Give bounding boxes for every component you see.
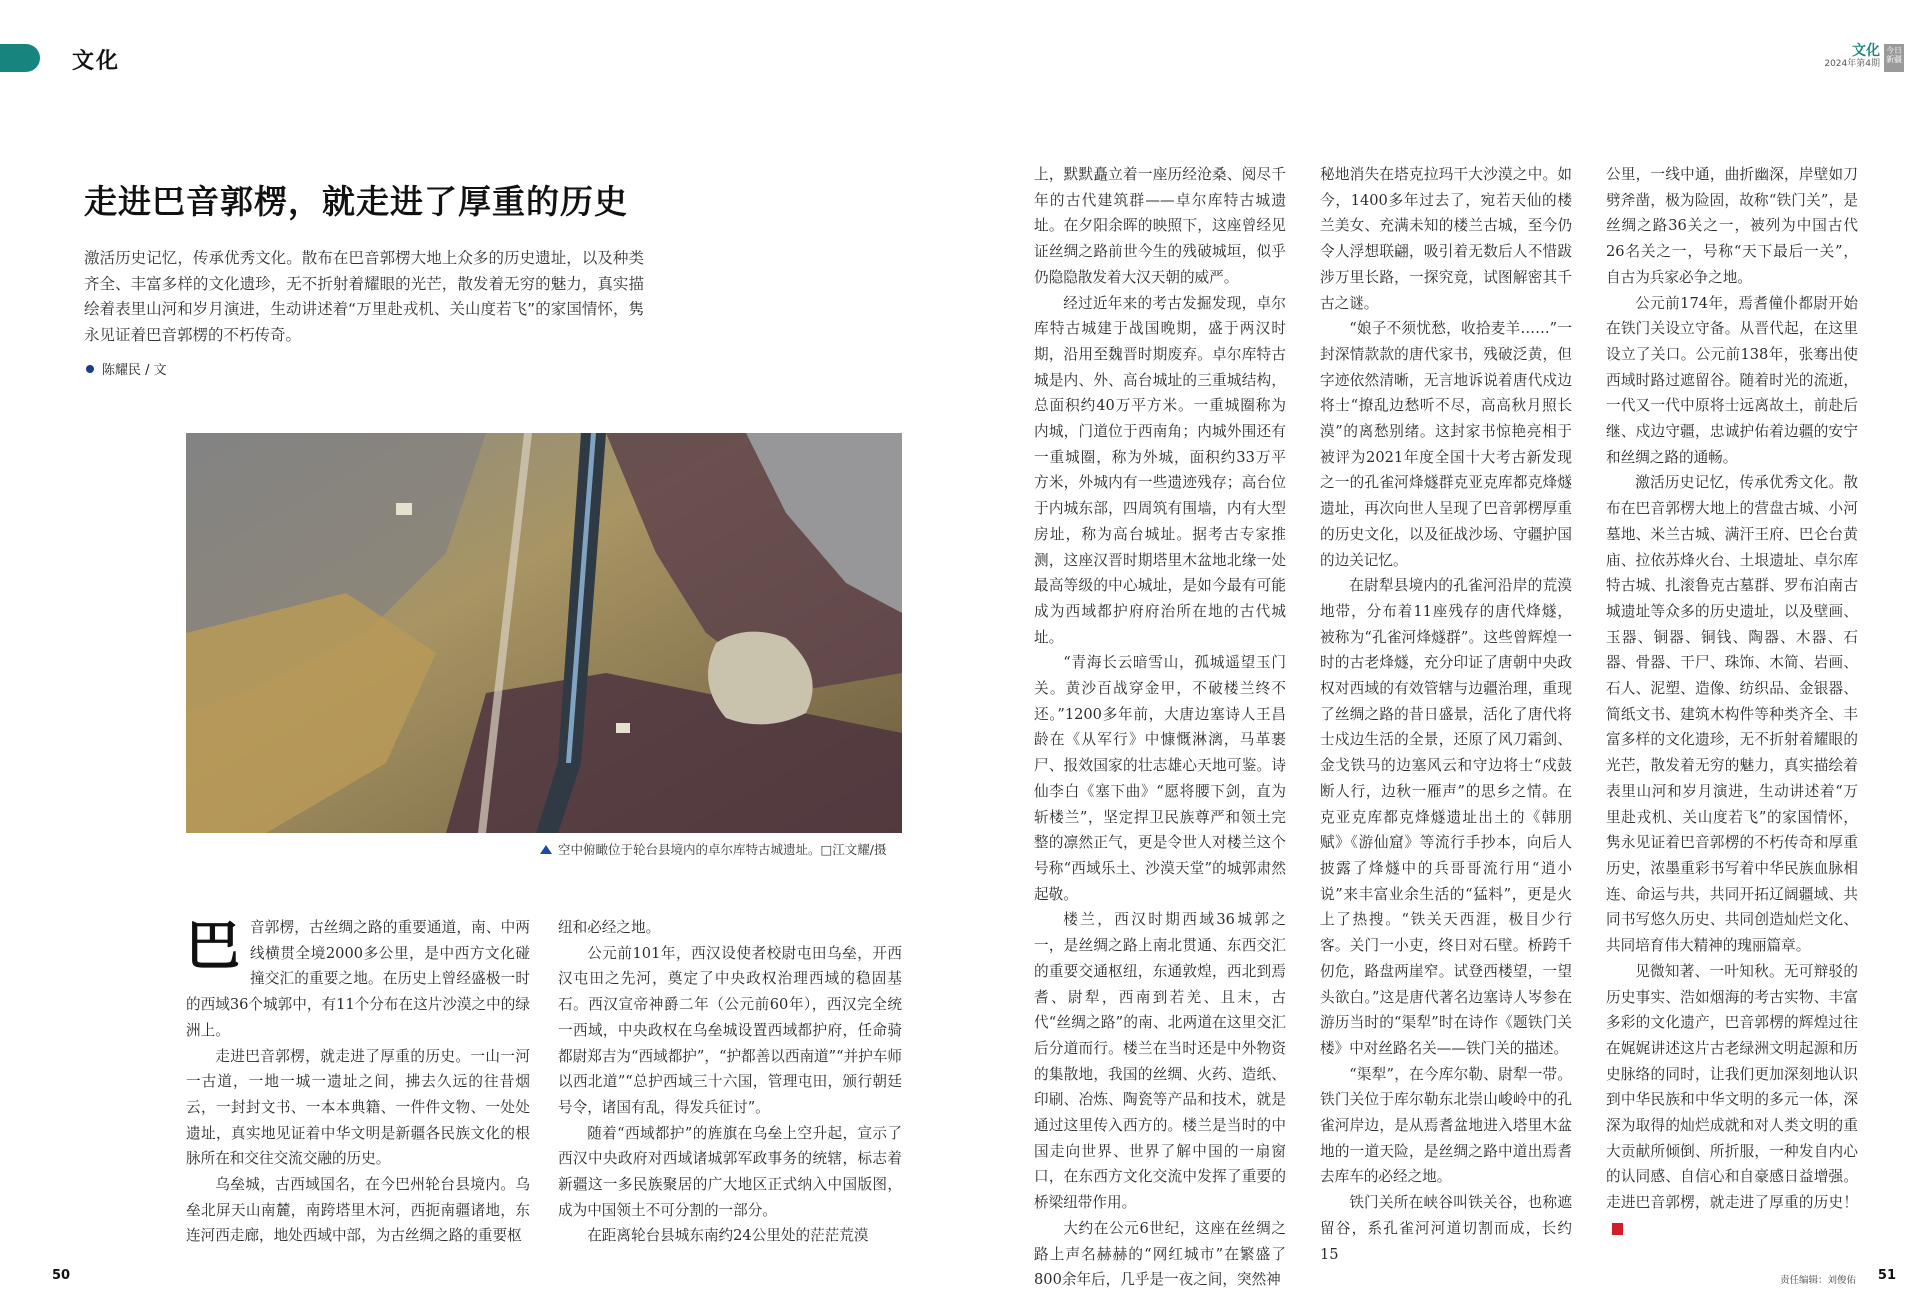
paragraph: “渠犁”，在今库尔勒、尉犁一带。铁门关位于库尔勒东北崇山峻岭中的孔雀河岸边，是从焉耆盆地进入塔里木盆地的一道天险，是丝绸之路中道出焉耆去库车的必经之地。 bbox=[1320, 1065, 1572, 1186]
byline-dot-icon bbox=[86, 365, 94, 373]
paragraph: 巴音郭楞，古丝绸之路的重要通道，南、中两线横贯全境2000多公里，是中西方文化碰撞交汇的重要之地。在历史上曾经盛极一时的西域36个城郭中，有11个分布在这片沙漠之中的绿洲上。 bbox=[186, 914, 530, 1039]
paragraph: 上，默默矗立着一座历经沧桑、阅尽千年的古代建筑群——卓尔库特古城遗址。在夕阳余晖的映照下，这座曾经见证丝绸之路前世今生的残破城垣，似乎仍隐隐散发着大汉天朝的威严。 bbox=[1034, 166, 1286, 286]
paragraph: 经过近年来的考古发掘发现，卓尔库特古城建于战国晚期，盛于两汉时期，沿用至魏晋时期废弃。卓尔库特古城是内、外、高台城址的三重城结构，总面积约40万平方米。一重城圈称为内城，门道位于西南角；内城外围还有一重城圈，称为外城，面积约33万平方米，外城内有一些遗迹残存；高台位于内城东部，四周筑有围墙，内有大型房址，称为高台城址。据考古专家推测，这座汉晋时期塔里木盆地北缘一处最高等级的中心城址，是如今最有可能成为西域都护府府治所在地的古代城址。 bbox=[1034, 294, 1286, 646]
paragraph: “娘子不须忧愁，收拾麦羊……”一封深情款款的唐代家书，残破泛黄，但字迹依然清晰，无言地诉说着唐代戍边将士“撩乱边愁听不尽，高高秋月照长漠”的离愁别绪。这封家书惊艳亮相于被评为2021年度全国十大考古新发现之一的孔雀河烽燧群克亚克库都克烽燧遗址，再次向世人呈现了巴音郭楞厚重的历史文化，以及征战沙场、守疆护国的边关记忆。 bbox=[1320, 320, 1572, 569]
paragraph: 激活历史记忆，传承优秀文化。散布在巴音郭楞大地上的营盘古城、小河墓地、米兰古城、满汗王府、巴仑台黄庙、拉依苏烽火台、土垠遗址、卓尔库特古城、扎滚鲁克古墓群、罗布泊南古城遗址等众多的历史遗址，以及壁画、玉器、铜器、铜钱、陶器、木器、石器、骨器、干尸、珠饰、木简、岩画、石人、泥塑、造像、纺织品、金银器、简纸文书、建筑木构件等种类齐全、丰富多样的文化遗珍，无不折射着耀眼的光芒，散发着无穷的魅力，真实描绘着表里山河和岁月演进，生动讲述着“万里赴戎机、关山度若飞”的家国情怀，隽永见证着巴音郭楞的不朽传奇和厚重历史，浓墨重彩书写着中华民族血脉相连、命运与共，共同开拓辽阔疆域、共同书写悠久历史、共同创造灿烂文化、共同培育伟大精神的瑰丽篇章。 bbox=[1606, 474, 1858, 955]
paragraph: 在尉犁县境内的孔雀河沿岸的荒漠地带，分布着11座残存的唐代烽燧，被称为“孔雀河烽燧群”。这些曾辉煌一时的古老烽燧，充分印证了唐朝中央政权对西域的有效管辖与边疆治理，重现了丝绸之路的昔日盛景，活化了唐代将士戍边生活的全景，还原了风刀霜剑、金戈铁马的边塞风云和守边将士“戍鼓断人行，边秋一雁声”的思乡之情。在克亚克库都克烽燧遗址出土的《韩朋赋》《游仙窟》等流行手抄本，向后人披露了烽燧中的兵哥哥流行用“逍小说”来丰富业余生活的“猛料”，更是火上了热搜。“铁关天西涯，极目少行客。关门一小吏，终日对石壁。桥跨千仞危，路盘两崖窄。试登西楼望，一望头欲白。”这是唐代著名边塞诗人岑参在游历当时的“渠犁”时在诗作《题铁门关楼》中对丝路名关——铁门关的描述。 bbox=[1320, 577, 1572, 1057]
byline-text: 陈耀民 / 文 bbox=[102, 363, 167, 378]
aerial-photo-illustration bbox=[186, 433, 902, 833]
magazine-logo: 今日 新疆 bbox=[1884, 44, 1904, 72]
paragraph: 楼兰，西汉时期西域36城郭之一，是丝绸之路上南北贯通、东西交汇的重要交通枢纽，东通敦煌，西北到焉耆、尉犁，西南到若羌、且末，古代“丝绸之路”的南、北两道在这里交汇后分道而行。楼兰在当时还是中外物资的集散地，我国的丝绸、火药、造纸、印刷、冶炼、陶瓷等产品和技术，就是通过这里传入西方的。楼兰是当时的中国走向世界、世界了解中国的一扇窗口，在东西方文化交流中发挥了重要的桥梁纽带作用。 bbox=[1034, 911, 1286, 1212]
body-column-2 bbox=[558, 915, 902, 1249]
paragraph: 乌垒城，古西域国名，在今巴州轮台县境内。乌垒北屏天山南麓，南跨塔里木河，西扼南疆诸地，东连河西走廊，地处西域中部，为古丝绸之路的重要枢 bbox=[186, 1176, 530, 1245]
paragraph: 大约在公元6世纪，这座在丝绸之路上声名赫赫的“网红城市”在繁盛了800余年后，几乎是一夜之间，突然神 bbox=[1034, 1219, 1286, 1289]
body-column-5 bbox=[1606, 162, 1858, 1242]
photo-caption bbox=[540, 840, 902, 858]
paragraph: 在距离轮台县城东南约24公里处的茫茫荒漠 bbox=[587, 1227, 869, 1245]
caption-triangle-icon bbox=[540, 845, 552, 854]
paragraph: 随着“西域都护”的旌旗在乌垒上空升起，宣示了西汉中央政府对西域诸城郭军政事务的统辖，标志着新疆这一多民族聚居的广大地区正式纳入中国版图，成为中国领土不可分割的一部分。 bbox=[558, 1124, 902, 1219]
section-tab-marker bbox=[0, 44, 40, 72]
end-of-article-mark-icon bbox=[1612, 1223, 1623, 1235]
aerial-photo bbox=[186, 433, 902, 833]
paragraph: 公里，一线中通，曲折幽深，岸壁如刀劈斧凿，极为险固，故称“铁门关”，是丝绸之路36关之一，被列为中国古代26名关之一，号称“天下最后一关”，自古为兵家必争之地。 bbox=[1606, 166, 1858, 286]
body-column-4 bbox=[1320, 162, 1572, 1267]
page-number-right: 51 bbox=[1877, 1268, 1896, 1283]
paragraph: 纽和必经之地。 bbox=[558, 919, 661, 936]
paragraph: 走进巴音郭楞，就走进了厚重的历史。一山一河一古道，一地一城一遗址之间，拂去久远的往昔烟云，一封封文书、一本本典籍、一件件文物、一处处遗址，真实地见证着中华文明是新疆各民族文化的根脉所在和交往交流交融的历史。 bbox=[186, 1047, 530, 1168]
body-column-1 bbox=[186, 915, 530, 1249]
paragraph: 秘地消失在塔克拉玛干大沙漠之中。如今，1400多年过去了，宛若天仙的楼兰美女、充满未知的楼兰古城，至今仍令人浮想联翩，吸引着无数后人不惜跋涉万里长路，一探究竟，试图解密其千古之谜。 bbox=[1320, 166, 1572, 312]
photo-caption-text: 空中俯瞰位于轮台县境内的卓尔库特古城遗址。□江文耀/摄 bbox=[558, 842, 887, 857]
paragraph: “青海长云暗雪山，孤城遥望玉门关。黄沙百战穿金甲，不破楼兰终不还。”1200多年前，大唐边塞诗人王昌龄在《从军行》中慷慨淋漓，马革裹尸、报效国家的壮志雄心天地可鉴。诗仙李白《塞下曲》“愿将腰下剑，直为斩楼兰”，坚定捍卫民族尊严和领土完整的凛然正气，更是令世人对楼兰这个号称“西域乐土、沙漠天堂”的城郭肃然起敬。 bbox=[1034, 654, 1286, 903]
paragraph: 铁门关所在峡谷叫铁关谷，也称遮留谷，系孔雀河河道切割而成，长约15 bbox=[1320, 1194, 1572, 1263]
article-title: 走进巴音郭楞，就走进了厚重的历史 bbox=[84, 182, 628, 221]
masthead-section: 文化 bbox=[1852, 43, 1880, 59]
article-lede: 激活历史记忆，传承优秀文化。散布在巴音郭楞大地上众多的历史遗址，以及种类齐全、丰富多样的文化遗珍，无不折射着耀眼的光芒，散发着无穷的魅力，真实描绘着表里山河和岁月演进，生动讲述着“万里赴戎机、关山度若飞”的家国情怀，隽永见证着巴音郭楞的不朽传奇。 bbox=[84, 249, 644, 344]
masthead bbox=[1824, 44, 1904, 72]
paragraph: 公元前174年，焉耆僮仆都尉开始在铁门关设立守备。从晋代起，在这里设立了关口。公元前138年，张骞出使西域时路过遮留谷。随着时光的流逝，一代又一代中原将士远离故土，前赴后继、戍边守疆，忠诚护佑着边疆的安宁和丝绸之路的通畅。 bbox=[1606, 294, 1858, 466]
issue-number: 2024年第4期 bbox=[1824, 59, 1880, 69]
paragraph: 见微知著、一叶知秋。无可辩驳的历史事实、浩如烟海的考古实物、丰富多彩的文化遗产，巴音郭楞的辉煌过往在娓娓讲述这片古老绿洲文明起源和历史脉络的同时，让我们更加深刻地认识到中华民族和中华文明的多元一体，深深为取得的灿烂成就和对人类文明的重大贡献所倾倒、所折服，一种发自内心的认同感、自信心和自豪感日益增强。走进巴音郭楞，就走进了厚重的历史！ bbox=[1606, 959, 1858, 1242]
body-column-3 bbox=[1034, 162, 1286, 1293]
drop-cap: 巴 bbox=[186, 914, 240, 977]
page-number-left: 50 bbox=[52, 1268, 71, 1283]
editor-credit: 责任编辑：刘俊佑 bbox=[1779, 1275, 1856, 1286]
section-label: 文化 bbox=[72, 49, 121, 74]
byline bbox=[86, 359, 167, 378]
paragraph: 公元前101年，西汉设使者校尉屯田乌垒，开西汉屯田之先河，奠定了中央政权治理西域的稳固基石。西汉宣帝神爵二年（公元前60年），西汉完全统一西域，中央政权在乌垒城设置西域都护府，任命骑都尉郑吉为“西域都护”，“护都善以西南道”“并护车师以西北道”“总护西域三十六国，管理屯田，颁行朝廷号令，诸国有乱，得发兵征讨”。 bbox=[558, 944, 902, 1116]
